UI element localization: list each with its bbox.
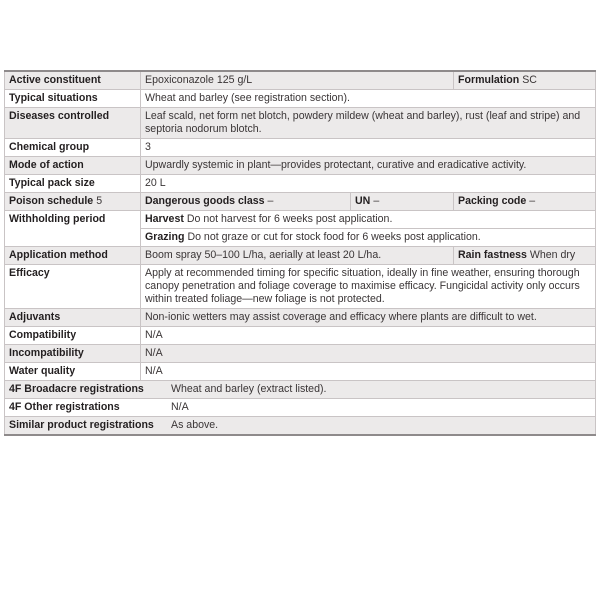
mode-of-action-value: Upwardly systemic in plant—provides protectant, curative and eradicative activity.: [141, 157, 596, 175]
product-info-table: [4, 70, 596, 436]
similar-registrations-cell: [5, 417, 596, 436]
un-cell: [351, 193, 454, 211]
similar-registrations-label: Similar product registrations: [9, 419, 154, 431]
application-method-value: Boom spray 50–100 L/ha, aerially at least 20 L/ha.: [141, 247, 454, 265]
efficacy-value: Apply at recommended timing for specific situation, ideally in fine weather, ensuring thorough canopy penetration and foliage coverage to maximise efficacy. Fungicidal activity only occurs within treated foliage—new foliage is not protected.: [141, 265, 596, 309]
other-registrations-value: N/A: [171, 401, 189, 413]
packing-code-cell: [454, 193, 596, 211]
chemical-group-value: 3: [141, 139, 596, 157]
dangerous-goods-label: Dangerous goods class: [145, 195, 265, 207]
dangerous-goods-cell: [141, 193, 351, 211]
row-diseases-controlled: [5, 108, 596, 139]
row-chemical-group: [5, 139, 596, 157]
harvest-value: Do not harvest for 6 weeks post application.: [186, 213, 393, 225]
typical-situations-value: Wheat and barley (see registration section).: [141, 90, 596, 108]
active-constituent-value: Epoxiconazole 125 g/L: [141, 71, 454, 90]
harvest-cell: [141, 211, 596, 229]
grazing-cell: [141, 229, 596, 247]
row-efficacy: [5, 265, 596, 309]
harvest-label: Harvest: [145, 213, 184, 225]
application-method-label: Application method: [5, 247, 141, 265]
row-typical-situations: [5, 90, 596, 108]
incompatibility-label: Incompatibility: [5, 345, 141, 363]
diseases-controlled-label: Diseases controlled: [5, 108, 141, 139]
row-typical-pack-size: [5, 175, 596, 193]
water-quality-label: Water quality: [5, 363, 141, 381]
poison-schedule-label: Poison schedule: [9, 195, 94, 207]
broadacre-registrations-label: 4F Broadacre registrations: [9, 383, 144, 395]
formulation-value: SC: [522, 74, 537, 86]
typical-pack-size-label: Typical pack size: [5, 175, 141, 193]
row-adjuvants: [5, 309, 596, 327]
product-info-sheet: [4, 70, 595, 436]
formulation-cell: [454, 71, 596, 90]
grazing-label: Grazing: [145, 231, 185, 243]
row-other-registrations: [5, 399, 596, 417]
rain-fastness-label: Rain fastness: [458, 249, 527, 261]
adjuvants-value: Non-ionic wetters may assist coverage and efficacy where plants are difficult to wet.: [141, 309, 596, 327]
compatibility-label: Compatibility: [5, 327, 141, 345]
adjuvants-label: Adjuvants: [5, 309, 141, 327]
packing-code-value: –: [529, 195, 536, 207]
compatibility-value: N/A: [141, 327, 596, 345]
row-incompatibility: [5, 345, 596, 363]
rain-fastness-value: When dry: [529, 249, 576, 261]
typical-situations-label: Typical situations: [5, 90, 141, 108]
active-constituent-label: Active constituent: [5, 71, 141, 90]
water-quality-value: N/A: [141, 363, 596, 381]
efficacy-label: Efficacy: [5, 265, 141, 309]
rain-fastness-cell: [454, 247, 596, 265]
typical-pack-size-value: 20 L: [141, 175, 596, 193]
dangerous-goods-value: –: [267, 195, 274, 207]
poison-schedule-value: 5: [96, 195, 103, 207]
chemical-group-label: Chemical group: [5, 139, 141, 157]
row-poison-schedule: [5, 193, 596, 211]
incompatibility-value: N/A: [141, 345, 596, 363]
un-label: UN: [355, 195, 371, 207]
formulation-label: Formulation: [458, 74, 520, 86]
similar-registrations-value: As above.: [171, 419, 219, 431]
row-broadacre-registrations: [5, 381, 596, 399]
row-compatibility: [5, 327, 596, 345]
poison-schedule-cell: [5, 193, 141, 211]
broadacre-registrations-value: Wheat and barley (extract listed).: [171, 383, 327, 395]
other-registrations-cell: [5, 399, 596, 417]
un-value: –: [373, 195, 380, 207]
row-mode-of-action: [5, 157, 596, 175]
diseases-controlled-value: Leaf scald, net form net blotch, powdery mildew (wheat and barley), rust (leaf and stripe) and septoria nodorum blotch.: [141, 108, 596, 139]
other-registrations-label: 4F Other registrations: [9, 401, 120, 413]
withholding-period-label: Withholding period: [5, 211, 141, 247]
grazing-value: Do not graze or cut for stock food for 6 weeks post application.: [187, 231, 481, 243]
packing-code-label: Packing code: [458, 195, 527, 207]
row-active-constituent: [5, 71, 596, 90]
mode-of-action-label: Mode of action: [5, 157, 141, 175]
row-application-method: [5, 247, 596, 265]
row-water-quality: [5, 363, 596, 381]
broadacre-registrations-cell: [5, 381, 596, 399]
row-similar-registrations: [5, 417, 596, 436]
row-withholding-harvest: [5, 211, 596, 229]
